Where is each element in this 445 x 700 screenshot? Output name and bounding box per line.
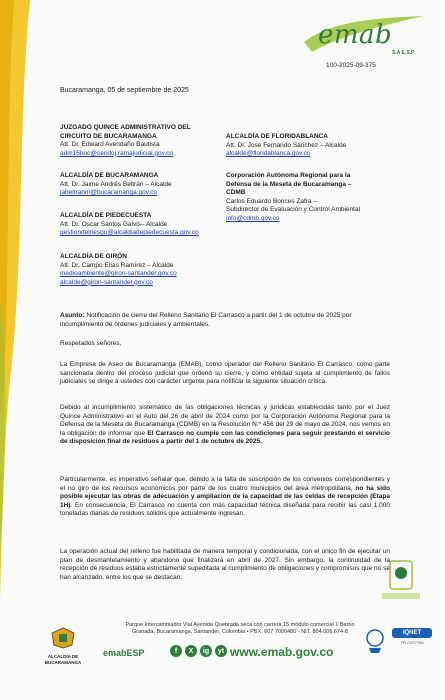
recipient-name: Corporación Autónoma Regional para la [226,172,351,179]
recipient-name: CDMB [226,189,246,197]
recipient-alcaldia-giron [60,253,220,287]
paragraph-1: La Empresa de Aseo de Bucaramanga (EMAB), como operador del Relleno Sanitario El Carrasco, como parte sancionada dentro del proceso judicial que ordenó su cierre, y como entidad sujeta al cumplimiento de fallos judiciales se dirige a ustedes con carácter urgente para notificar la siguiente situación crítica. [60,361,390,386]
x-icon[interactable]: X [185,645,197,657]
alcaldia-crest-icon [50,627,76,649]
emab-logo-text: emab [318,20,393,50]
recipient-juzgado [60,124,220,158]
footer-address: Parque Intercambiador Vial Avenida Quebrada seca con carrera 15 módulo comercial 1 Barrio Granada, Bucaramanga, Santander, Colombia • PBX: 607 7000480 - NIT. 804.006.674-8 [125,622,355,635]
recipient-attention: Att. Dr. Jaime Andrés Beltrán – Alcalde [60,180,172,188]
recipient-attention: Att. Dr. Campo Elías Ramírez – Alcalde [60,261,174,269]
instagram-icon[interactable]: ig [200,645,212,657]
paragraph-2: Debido al incumplimiento sistemático de las obligaciones técnicas y jurídicas establecidas tanto por el Juez Quince Administrativo en el Auto del 26 de abril de 2024 como por la Corporación Autónoma Regional para la Defensa de la Meseta de Bucaramanga (CDMB) en la Resolución N.º 456 del 29 de mayo de 2024, nos vemos en la obligación de informar que El Carrasco no cumple con las condiciones para seguir prestando el servicio de disposición final de residuos a partir del 1 de octubre de 2025. [60,404,390,446]
iqnet-code: TR-CO*7760 [400,640,424,645]
salutation: Respetados señores, [60,340,122,347]
decorative-side-band [0,0,42,600]
recipient-name: CIRCUITO DE BUCARAMANGA [60,132,157,140]
paragraph-4: La operación actual del relleno fue habilitada de manera temporal y condicionada, con el único fin de ejecutar un plan de desmantelamiento y abandono que finalizará en abril de 2027. Sin embargo, la continuidad de la recepción de residuos estaba estrictamente supeditada al cumplimiento de obligaciones y compromisos que no se han alcanzado, entre los que se destacan: [60,548,390,581]
youtube-icon[interactable]: yt [215,645,227,657]
subject-line [60,312,390,329]
recipient-attention: Subdirector de Evaluación y Control Ambiental [226,206,361,214]
iqnet-certification [392,628,432,645]
website-link[interactable]: www.emab.gov.co [230,645,334,659]
recipient-email[interactable]: medioambiente@giron-santander.gov.co [60,270,177,278]
recipient-cdmb [226,172,401,224]
recipient-attention: Att. Dr. José Fernando Sánchez – Alcalde [226,141,347,149]
iqnet-logo: IQNET [392,628,432,638]
recipient-email[interactable]: alcalde@giron-santander.gov.co [60,278,153,286]
recipient-email[interactable]: gestiondelriesgo@alcaldiadepiedecuesta.gov.co [60,229,199,237]
recipient-email[interactable]: alcalde@floridablanca.gov.co [226,150,311,158]
place-date: Bucaramanga, 05 de septiembre de 2025 [60,87,189,94]
certification-seal-icon [376,555,426,605]
recipient-alcaldia-floridablanca [226,133,396,159]
recipient-attention: Att. Dr. Edward Avendaño Bautista [60,141,160,149]
recipient-name: ALCALDÍA DE BUCARAMANGA [60,172,159,179]
emab-logo-subtitle: S.A E.S.P. [392,50,416,56]
recipient-name: JUZGADO QUINCE ADMINISTRATIVO DEL [60,124,191,131]
recipient-name: ALCALDÍA DE FLORIDABLANCA [226,133,328,140]
subject-text: Notificación de cierre del Relleno Sanitario El Carrasco a partir del 1 de octubre de 2025 por incumplimiento de órdenes judiciales y ambientales. [60,312,352,328]
document-number: 100-2025-09-375 [326,62,376,69]
recipient-email[interactable]: adm15buc@cendoj.ramajudicial.gov.co [60,149,174,157]
subject-label: Asunto: [60,312,85,319]
facebook-icon[interactable]: f [170,645,182,657]
recipient-attention: Att. Dr. Oscar Santos Galvis– Alcalde [60,220,168,228]
alcaldia-logo: ALCALDÍA DE BUCARAMANGA [40,627,86,665]
recipient-attention: Carlos Eduardo Bonces Zafra – [226,197,318,205]
recipient-email[interactable]: jabeltranm@bucaramanga.gov.co [60,189,158,197]
recipient-alcaldia-bucaramanga [60,172,220,198]
recipient-name: Defensa de la Meseta de Bucaramanga – [226,180,352,188]
footer-brand: emabESP [103,648,145,658]
certification-badge-icon [364,628,386,654]
recipient-email[interactable]: info@cdmb.gov.co [226,214,280,222]
social-links [170,645,227,659]
recipient-name: ALCALDÍA DE GIRÓN [60,253,127,260]
paragraph-3: Particularmente, es imperativo señalar que, debido a la falta de suscripción de los convenios correspondientes y el no giro de los recursos económicos por parte de los cuatro municipios del área metropolitana, no ha sido posible ejecutar las obras de adecuación y ampliación de la capacidad de las celdas de recepción (Etapa 1H). En consecuencia, El Carrasco no cuenta con más capacidad técnica diseñada para recibir las casi 1.000 toneladas diarias de residuos sólidos que actualmente ingresan. [60,476,390,518]
recipient-name: ALCALDÍA DE PIEDECUESTA [60,212,152,219]
recipient-alcaldia-piedecuesta [60,212,230,238]
